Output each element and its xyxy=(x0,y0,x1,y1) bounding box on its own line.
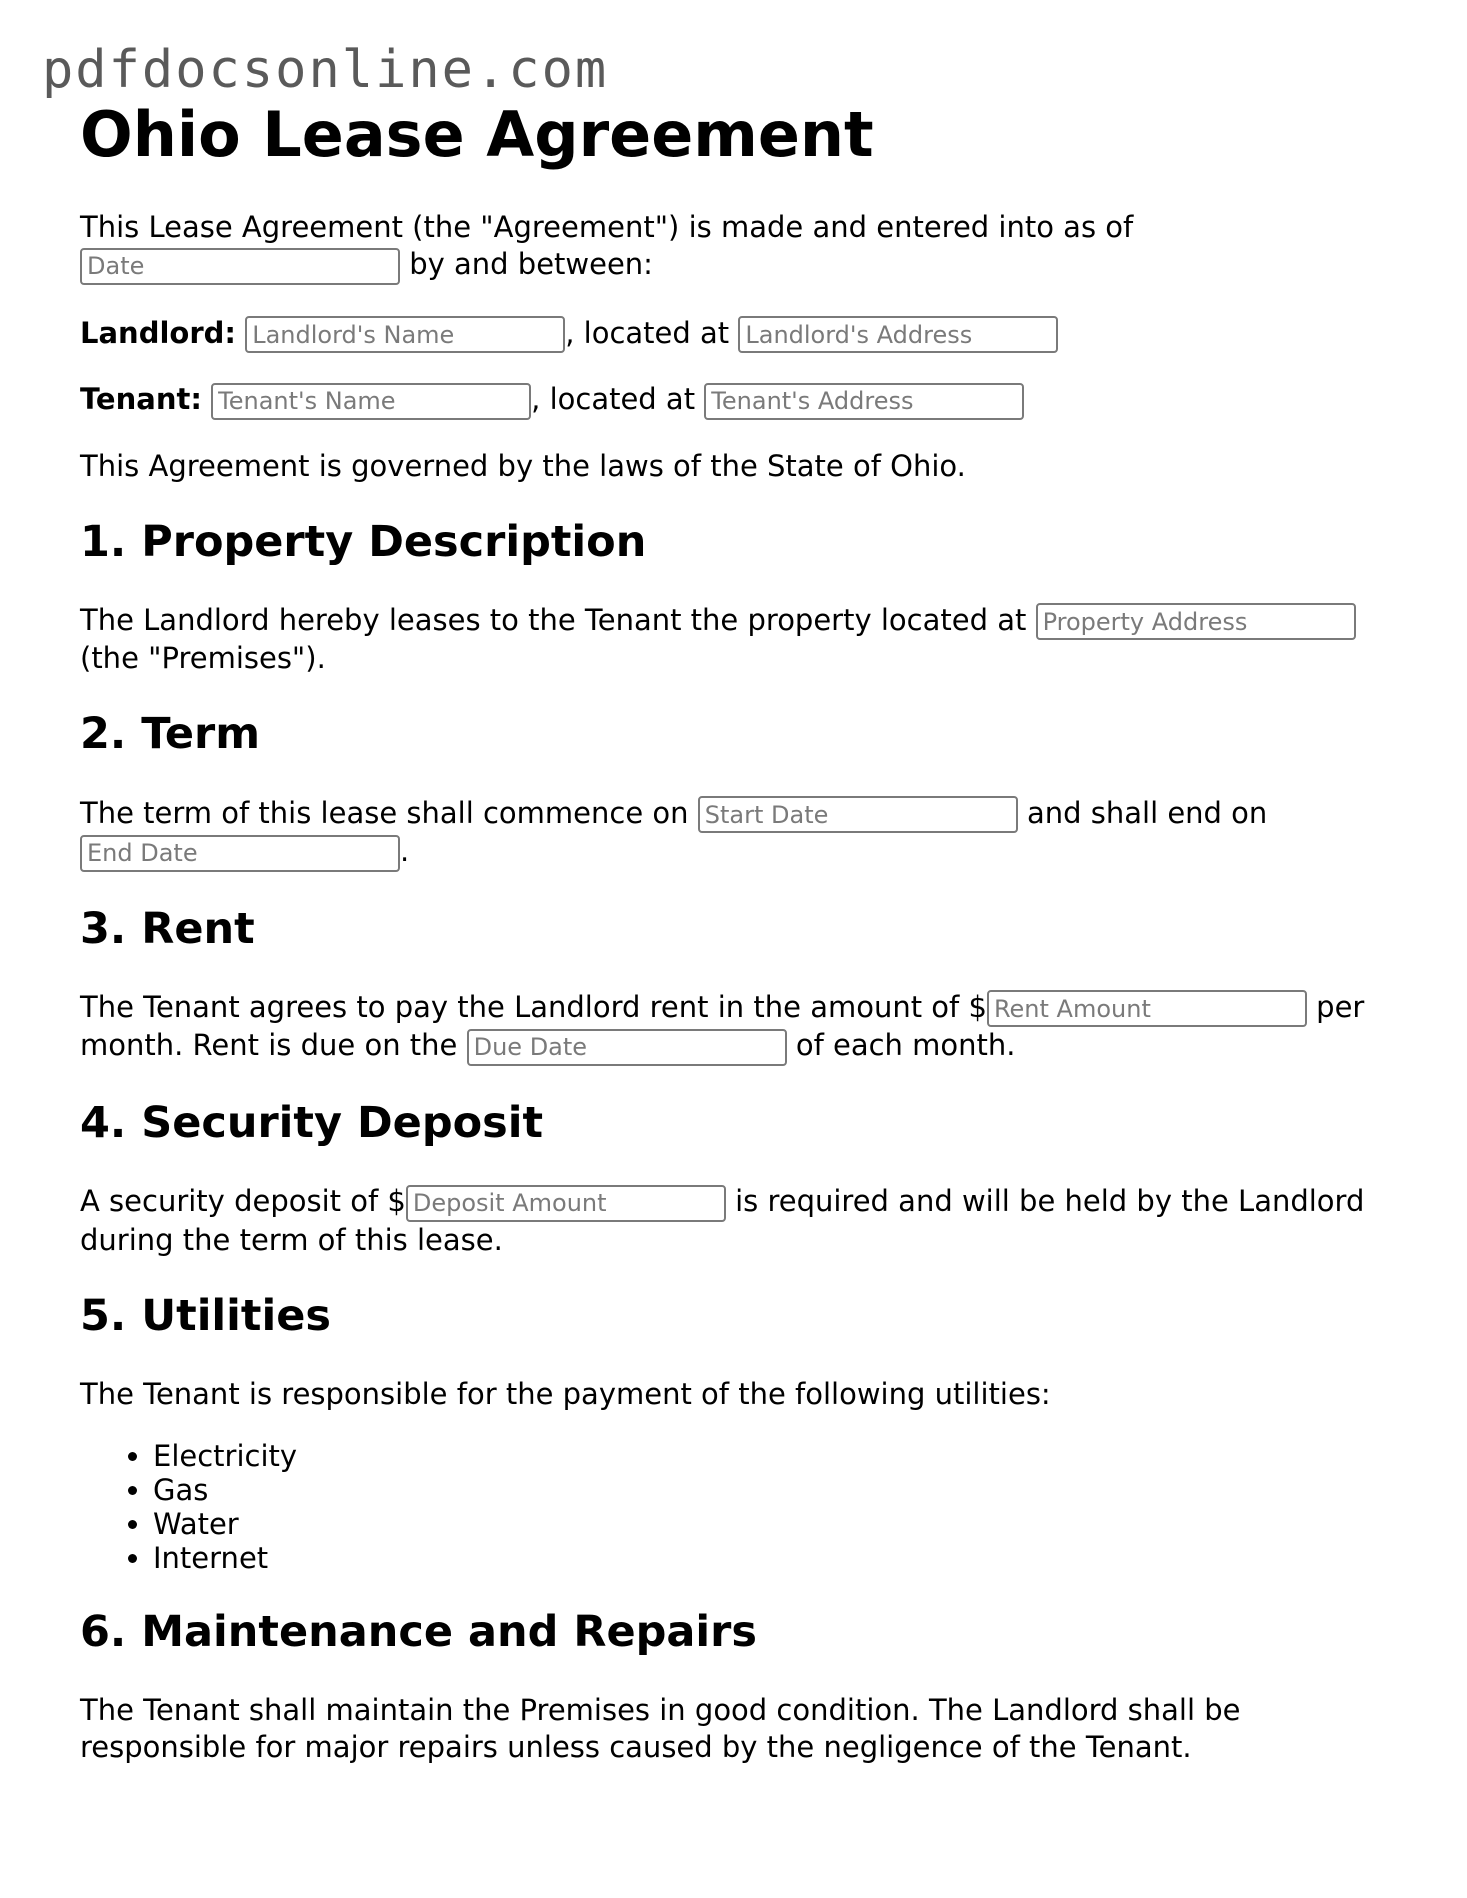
landlord-label: Landlord: xyxy=(80,315,236,350)
rent-text-after: of each month. xyxy=(795,1028,1016,1063)
utilities-heading: 5. Utilities xyxy=(80,1290,331,1341)
term-text: The term of this lease shall commence on xyxy=(80,795,689,830)
property-heading: 1. Property Description xyxy=(80,516,647,567)
deposit-text: A security deposit of $ xyxy=(80,1184,406,1219)
deposit-amount-input[interactable] xyxy=(406,1185,726,1222)
intro-text-after: by and between: xyxy=(409,247,653,282)
tenant-line xyxy=(80,381,1400,420)
list-item: • Water xyxy=(153,1507,1400,1541)
term-text-middle: and shall end on xyxy=(1026,795,1268,830)
lease-document xyxy=(80,98,1400,1766)
maintenance-text: The Tenant shall maintain the Premises in good condition. The Landlord shall be responsible for major repairs unless caused by the negligence of the Tenant. xyxy=(80,1693,1241,1765)
term-text-after: . xyxy=(400,834,410,869)
tenant-name-input[interactable] xyxy=(211,383,531,420)
landlord-address-input[interactable] xyxy=(738,316,1058,353)
landlord-located-text: , located at xyxy=(565,315,730,350)
rent-heading: 3. Rent xyxy=(80,903,255,954)
tenant-label: Tenant: xyxy=(80,382,202,417)
landlord-name-input[interactable] xyxy=(245,316,565,353)
rent-paragraph xyxy=(80,989,1400,1066)
list-item: • Electricity xyxy=(153,1439,1400,1473)
utilities-text: The Tenant is responsible for the payment of the following utilities: xyxy=(80,1377,1051,1412)
document-title: Ohio Lease Agreement xyxy=(80,98,874,171)
property-text: The Landlord hereby leases to the Tenant the property located at xyxy=(80,602,1027,637)
tenant-address-input[interactable] xyxy=(704,383,1024,420)
rent-amount-input[interactable] xyxy=(987,990,1307,1027)
governing-law-text: This Agreement is governed by the laws of the State of Ohio. xyxy=(80,448,966,483)
watermark: pdfdocsonline.com xyxy=(42,40,609,100)
term-paragraph xyxy=(80,795,1400,872)
intro-text: This Lease Agreement (the "Agreement") is made and entered into as of xyxy=(80,210,1134,245)
end-date-input[interactable] xyxy=(80,835,400,872)
landlord-line xyxy=(80,315,1400,354)
list-item: • Internet xyxy=(153,1541,1400,1575)
utilities-list xyxy=(80,1439,1400,1575)
intro-paragraph xyxy=(80,209,1400,285)
property-address-input[interactable] xyxy=(1036,603,1356,640)
property-text-after: (the "Premises"). xyxy=(80,641,326,676)
rent-text-middle: per month. Rent is due on the xyxy=(80,989,1365,1063)
property-paragraph xyxy=(80,602,1400,678)
deposit-heading: 4. Security Deposit xyxy=(80,1097,544,1148)
tenant-located-text: , located at xyxy=(531,382,696,417)
agreement-date-input[interactable] xyxy=(80,248,400,285)
start-date-input[interactable] xyxy=(698,796,1018,833)
rent-text: The Tenant agrees to pay the Landlord rent in the amount of $ xyxy=(80,989,987,1024)
deposit-text-after: is required and will be held by the Landlord during the term of this lease. xyxy=(80,1184,1365,1257)
term-heading: 2. Term xyxy=(80,709,261,760)
list-item: • Gas xyxy=(153,1473,1400,1507)
maintenance-heading: 6. Maintenance and Repairs xyxy=(80,1607,757,1658)
rent-due-date-input[interactable] xyxy=(467,1029,787,1066)
deposit-paragraph xyxy=(80,1183,1400,1259)
